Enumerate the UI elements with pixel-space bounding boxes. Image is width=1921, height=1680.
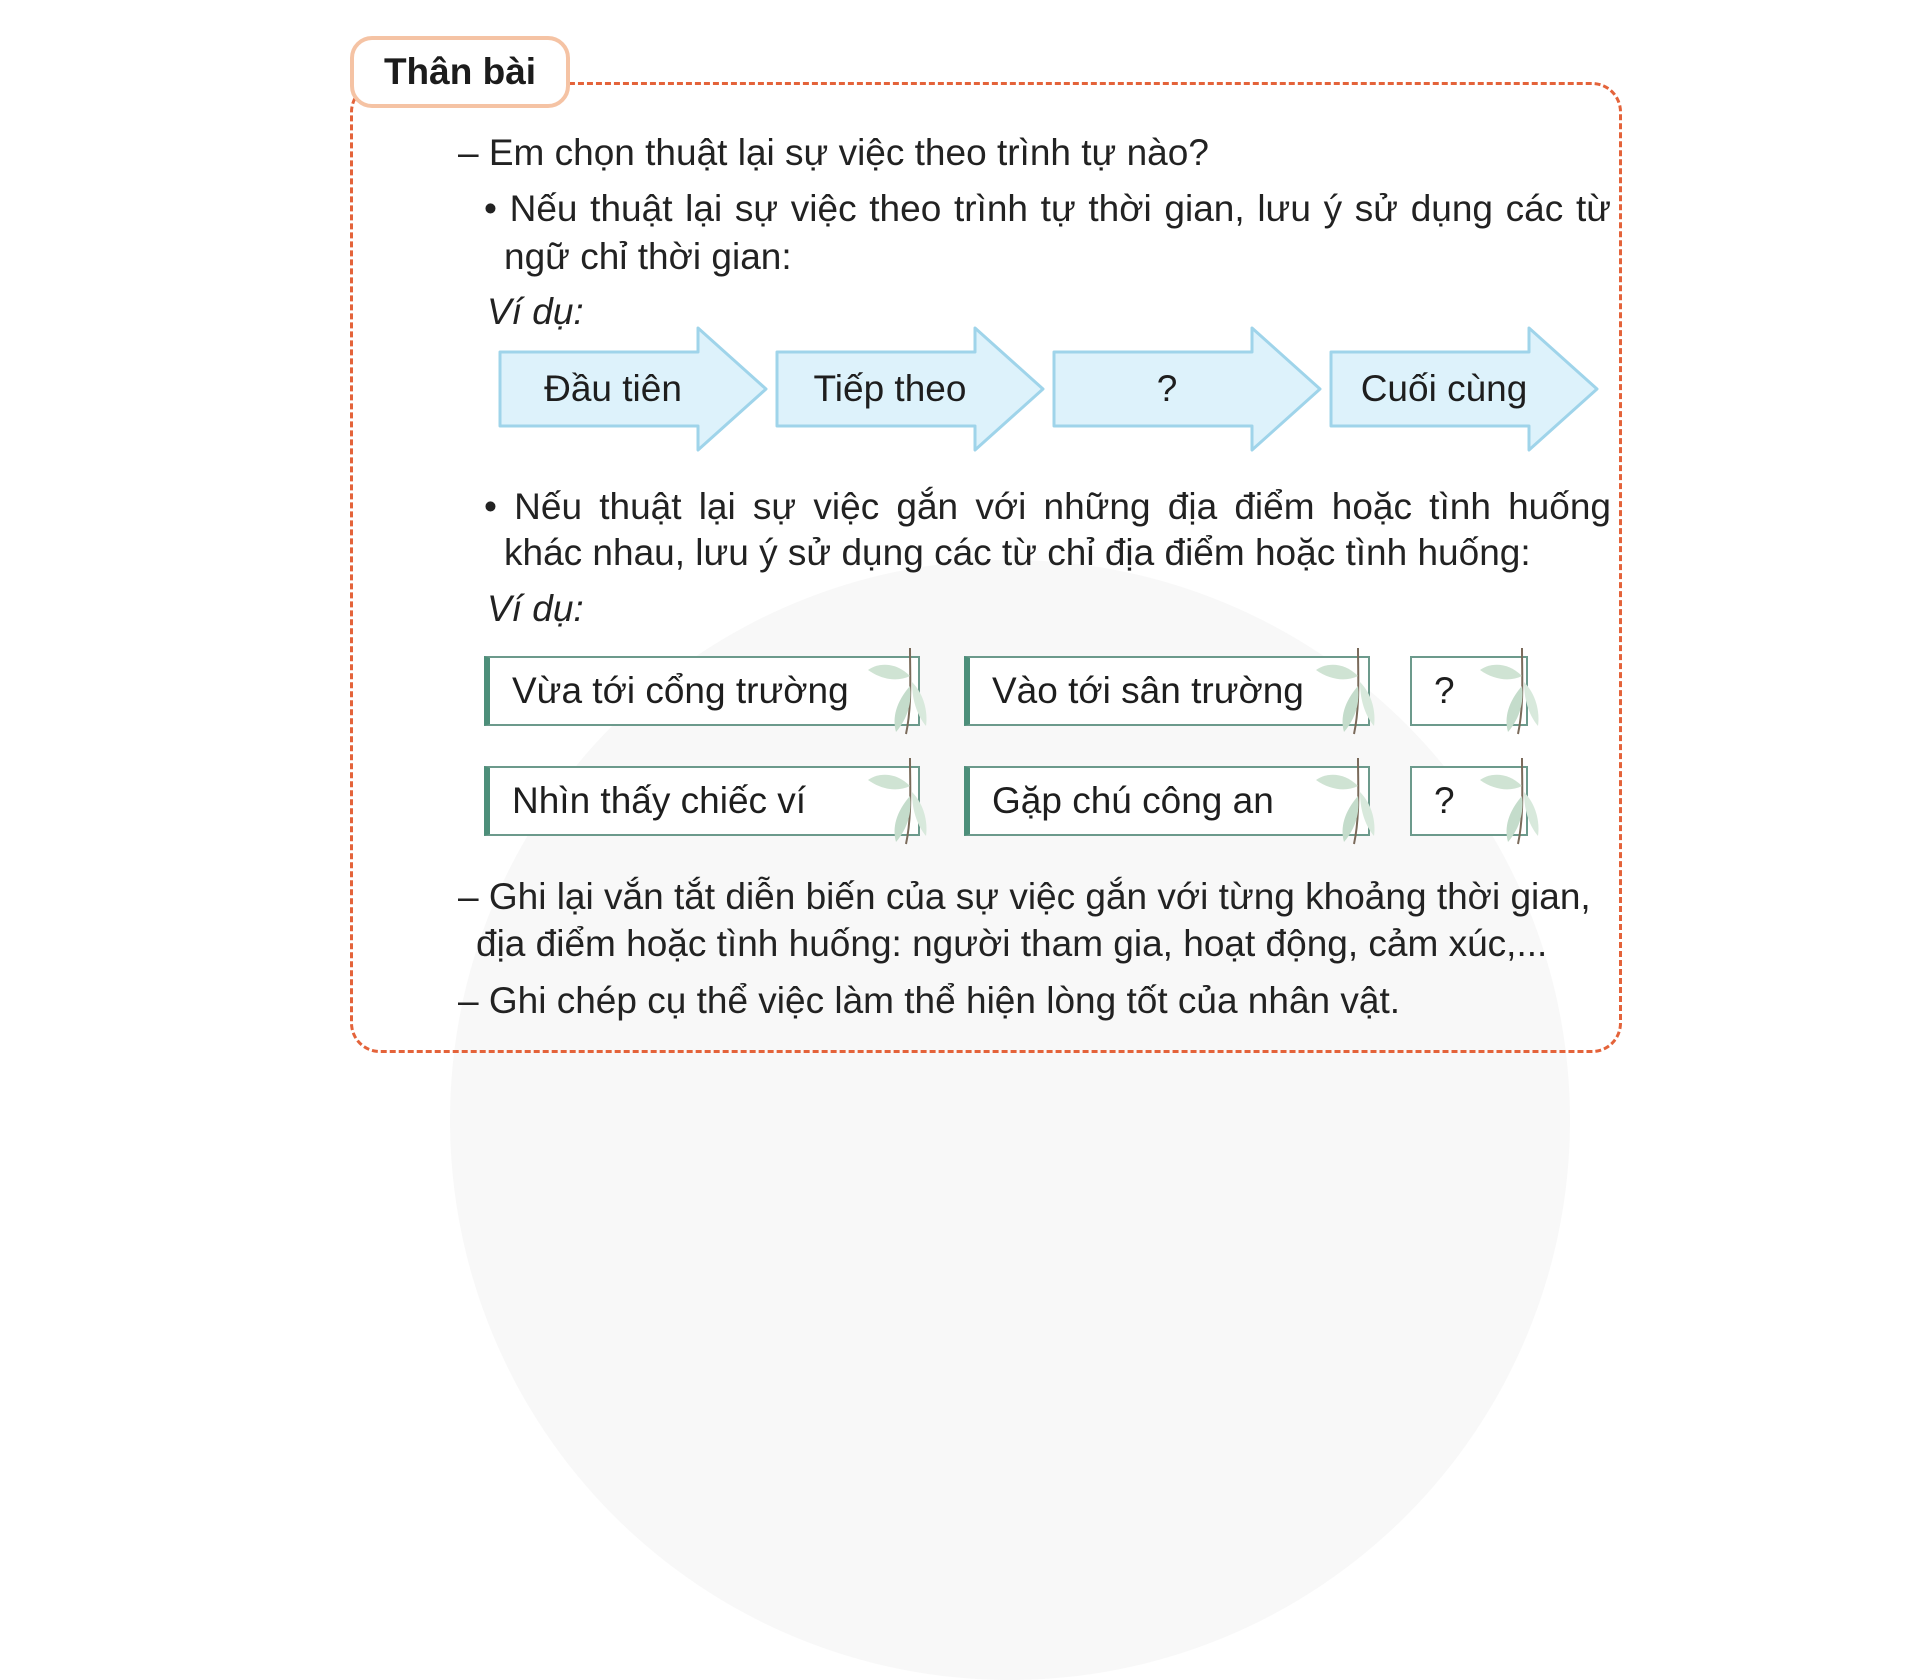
place-card-label: ? [1434,670,1455,711]
place-card-label: ? [1434,780,1455,821]
place-bullet-line1: • Nếu thuật lại sự việc gắn với những địa điểm hoặc tình huống [484,486,1611,527]
leaf-decoration-icon [866,646,946,736]
leaf-decoration-icon [866,756,946,846]
time-arrow-1-label: Đầu tiên [544,368,682,409]
place-card-2-2 [964,766,1370,836]
note2-line: – Ghi chép cụ thể việc làm thể hiện lòng tốt của nhân vật. [458,980,1401,1021]
time-example-label: Ví dụ: [487,291,584,332]
time-bullet-line2: ngữ chỉ thời gian: [504,236,792,277]
leaf-decoration-icon [1314,646,1394,736]
note1-line1: – Ghi lại vắn tắt diễn biến của sự việc gắn với từng khoảng thời gian, [458,876,1591,917]
place-card-label: Gặp chú công an [992,780,1274,821]
section-title: Thân bài [383,51,537,92]
leaf-decoration-icon [1314,756,1394,846]
place-card-label: Nhìn thấy chiếc ví [512,780,807,821]
place-card-label: Vừa tới cổng trường [512,670,849,711]
question-line: – Em chọn thuật lại sự việc theo trình tự nào? [458,132,1209,173]
place-bullet-line2: khác nhau, lưu ý sử dụng các từ chỉ địa điểm hoặc tình huống: [504,532,1531,573]
section-title-tag [350,36,570,108]
place-card-1-1 [484,656,920,726]
place-example-label: Ví dụ: [487,588,584,629]
leaf-decoration-icon [1478,646,1558,736]
time-arrow-4-label: Cuối cùng [1360,368,1528,409]
place-card-2-1 [484,766,920,836]
leaf-decoration-icon [1478,756,1558,846]
place-card-label: Vào tới sân trường [992,670,1304,711]
time-arrow-4 [1329,325,1601,453]
place-card-1-2 [964,656,1370,726]
note1-line2: địa điểm hoặc tình huống: người tham gia, hoạt động, cảm xúc,... [476,923,1548,964]
time-arrow-1 [498,325,770,453]
time-arrow-3-label: ? [1156,368,1178,409]
time-arrow-2 [775,325,1047,453]
time-arrow-3 [1052,325,1324,453]
time-arrow-2-label: Tiếp theo [813,368,967,409]
time-bullet-line1: • Nếu thuật lại sự việc theo trình tự thời gian, lưu ý sử dụng các từ [484,188,1611,229]
